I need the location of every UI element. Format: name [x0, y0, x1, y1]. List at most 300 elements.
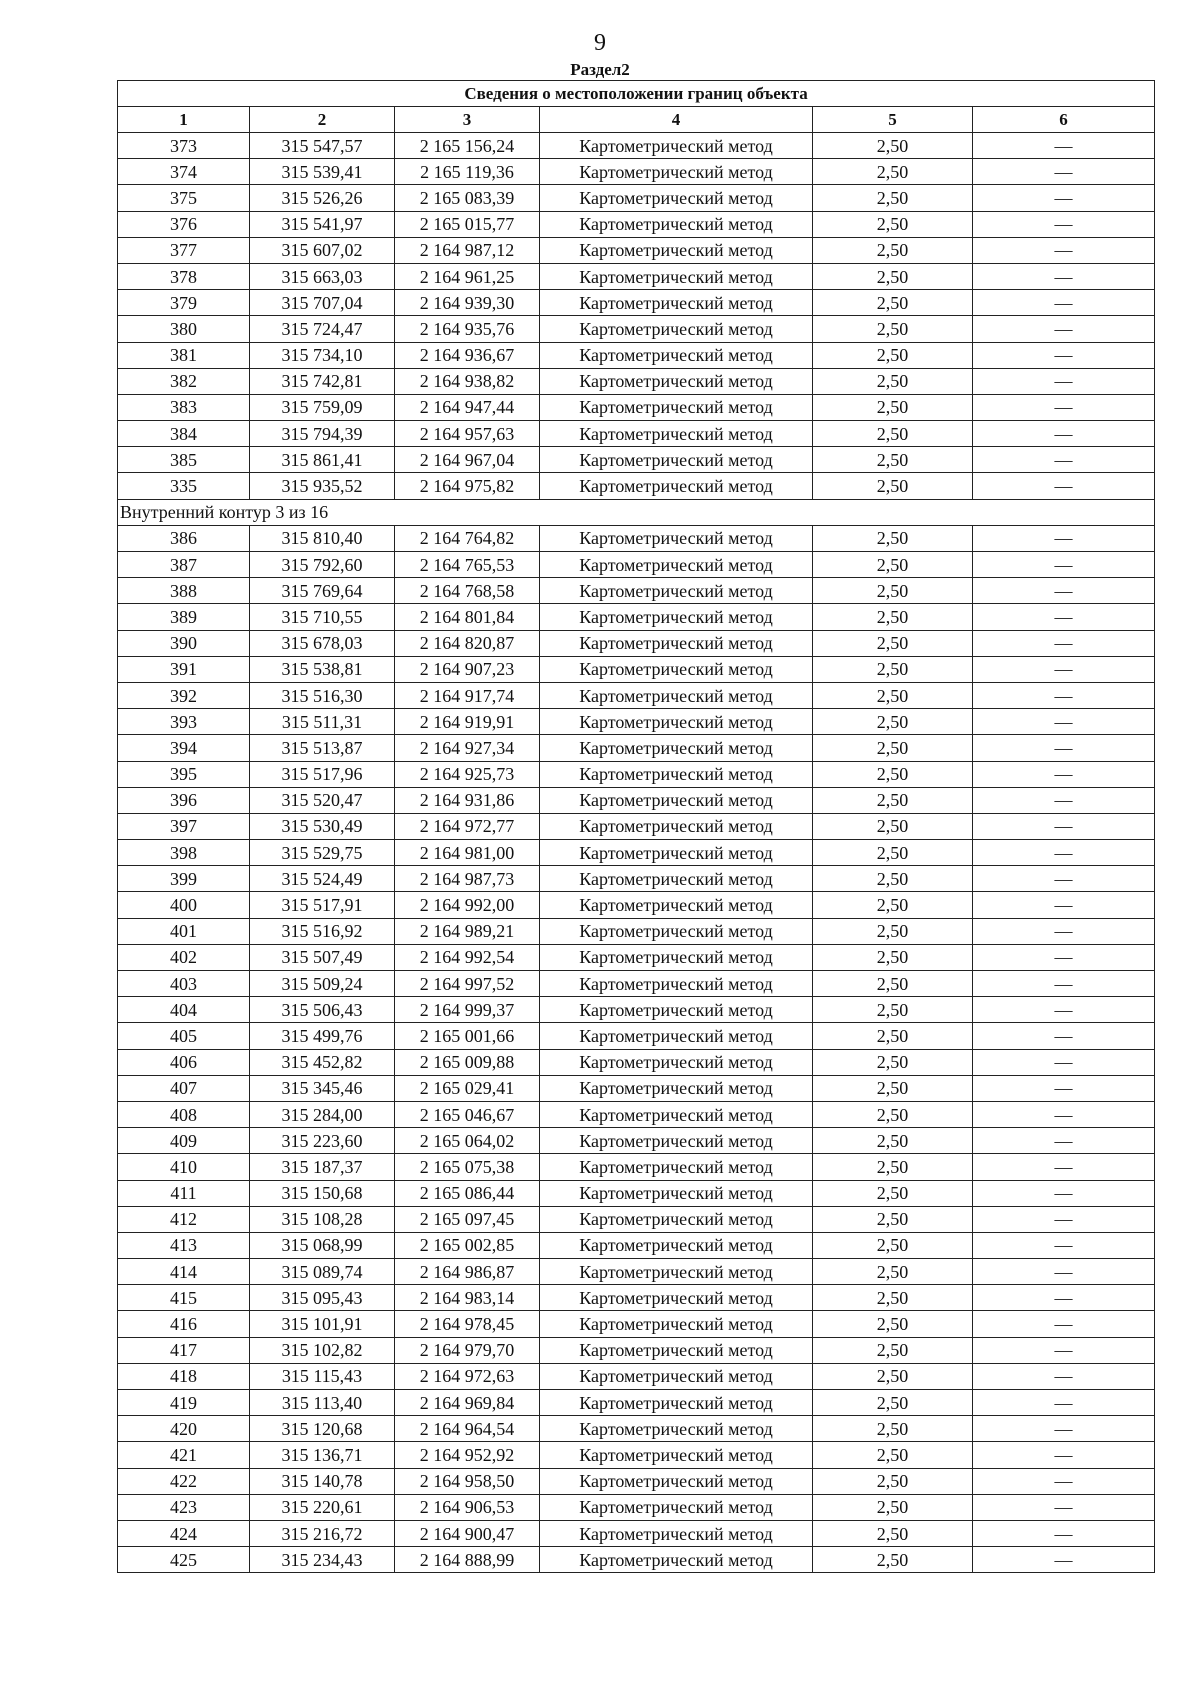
- table-row: [118, 1390, 1155, 1416]
- accuracy-cell: 2,50: [813, 342, 973, 368]
- point-number-cell: 393: [118, 709, 250, 735]
- x-coordinate-cell: 315 284,00: [250, 1101, 395, 1127]
- x-coordinate-cell: 315 861,41: [250, 447, 395, 473]
- y-coordinate-cell: 2 164 987,12: [395, 237, 540, 263]
- method-cell: Картометрический метод: [540, 944, 813, 970]
- table-row: [118, 1468, 1155, 1494]
- accuracy-cell: 2,50: [813, 316, 973, 342]
- x-coordinate-cell: 315 095,43: [250, 1285, 395, 1311]
- x-coordinate-cell: 315 524,49: [250, 866, 395, 892]
- y-coordinate-cell: 2 164 997,52: [395, 971, 540, 997]
- table-row: [118, 447, 1155, 473]
- accuracy-cell: 2,50: [813, 237, 973, 263]
- description-cell: —: [973, 368, 1155, 394]
- accuracy-cell: 2,50: [813, 1154, 973, 1180]
- method-cell: Картометрический метод: [540, 918, 813, 944]
- point-number-cell: 392: [118, 682, 250, 708]
- method-cell: Картометрический метод: [540, 787, 813, 813]
- table-row: [118, 552, 1155, 578]
- point-number-cell: 401: [118, 918, 250, 944]
- y-coordinate-cell: 2 164 900,47: [395, 1520, 540, 1546]
- description-cell: —: [973, 1075, 1155, 1101]
- accuracy-cell: 2,50: [813, 1547, 973, 1573]
- x-coordinate-cell: 315 516,30: [250, 682, 395, 708]
- method-cell: Картометрический метод: [540, 1206, 813, 1232]
- description-cell: —: [973, 1390, 1155, 1416]
- y-coordinate-cell: 2 164 961,25: [395, 263, 540, 289]
- x-coordinate-cell: 315 516,92: [250, 918, 395, 944]
- method-cell: Картометрический метод: [540, 1180, 813, 1206]
- method-cell: Картометрический метод: [540, 892, 813, 918]
- x-coordinate-cell: 315 734,10: [250, 342, 395, 368]
- accuracy-cell: 2,50: [813, 1416, 973, 1442]
- table-row: [118, 630, 1155, 656]
- table-row: [118, 1101, 1155, 1127]
- table-row: [118, 421, 1155, 447]
- x-coordinate-cell: 315 742,81: [250, 368, 395, 394]
- description-cell: —: [973, 1023, 1155, 1049]
- accuracy-cell: 2,50: [813, 211, 973, 237]
- description-cell: —: [973, 525, 1155, 551]
- y-coordinate-cell: 2 165 083,39: [395, 185, 540, 211]
- description-cell: —: [973, 578, 1155, 604]
- method-cell: Картометрический метод: [540, 1285, 813, 1311]
- y-coordinate-cell: 2 164 972,77: [395, 813, 540, 839]
- description-cell: —: [973, 133, 1155, 159]
- description-cell: —: [973, 394, 1155, 420]
- x-coordinate-cell: 315 506,43: [250, 997, 395, 1023]
- method-cell: Картометрический метод: [540, 1075, 813, 1101]
- y-coordinate-cell: 2 164 935,76: [395, 316, 540, 342]
- x-coordinate-cell: 315 759,09: [250, 394, 395, 420]
- point-number-cell: 406: [118, 1049, 250, 1075]
- x-coordinate-cell: 315 089,74: [250, 1259, 395, 1285]
- accuracy-cell: 2,50: [813, 1101, 973, 1127]
- description-cell: —: [973, 892, 1155, 918]
- table-row: [118, 656, 1155, 682]
- table-row: [118, 1416, 1155, 1442]
- point-number-cell: 403: [118, 971, 250, 997]
- method-cell: Картометрический метод: [540, 1468, 813, 1494]
- point-number-cell: 399: [118, 866, 250, 892]
- accuracy-cell: 2,50: [813, 1468, 973, 1494]
- description-cell: —: [973, 682, 1155, 708]
- point-number-cell: 386: [118, 525, 250, 551]
- description-cell: —: [973, 604, 1155, 630]
- point-number-cell: 405: [118, 1023, 250, 1049]
- y-coordinate-cell: 2 164 992,54: [395, 944, 540, 970]
- y-coordinate-cell: 2 164 906,53: [395, 1494, 540, 1520]
- column-number-row: [118, 107, 1155, 133]
- accuracy-cell: 2,50: [813, 290, 973, 316]
- y-coordinate-cell: 2 164 888,99: [395, 1547, 540, 1573]
- y-coordinate-cell: 2 164 999,37: [395, 997, 540, 1023]
- method-cell: Картометрический метод: [540, 630, 813, 656]
- description-cell: —: [973, 1154, 1155, 1180]
- table-row: [118, 1154, 1155, 1180]
- method-cell: Картометрический метод: [540, 133, 813, 159]
- x-coordinate-cell: 315 547,57: [250, 133, 395, 159]
- point-number-cell: 398: [118, 840, 250, 866]
- x-coordinate-cell: 315 539,41: [250, 159, 395, 185]
- x-coordinate-cell: 315 541,97: [250, 211, 395, 237]
- method-cell: Картометрический метод: [540, 342, 813, 368]
- y-coordinate-cell: 2 165 029,41: [395, 1075, 540, 1101]
- description-cell: —: [973, 237, 1155, 263]
- boundary-coordinates-table: [117, 80, 1155, 1573]
- column-header: 4: [540, 107, 813, 133]
- accuracy-cell: 2,50: [813, 473, 973, 499]
- method-cell: Картометрический метод: [540, 473, 813, 499]
- description-cell: —: [973, 787, 1155, 813]
- point-number-cell: 390: [118, 630, 250, 656]
- accuracy-cell: 2,50: [813, 630, 973, 656]
- method-cell: Картометрический метод: [540, 1128, 813, 1154]
- table-row: [118, 918, 1155, 944]
- description-cell: —: [973, 316, 1155, 342]
- table-caption-row: [118, 81, 1155, 107]
- table-row: [118, 840, 1155, 866]
- point-number-cell: 387: [118, 552, 250, 578]
- x-coordinate-cell: 315 234,43: [250, 1547, 395, 1573]
- point-number-cell: 383: [118, 394, 250, 420]
- table-row: [118, 473, 1155, 499]
- x-coordinate-cell: 315 101,91: [250, 1311, 395, 1337]
- method-cell: Картометрический метод: [540, 552, 813, 578]
- method-cell: Картометрический метод: [540, 421, 813, 447]
- y-coordinate-cell: 2 164 975,82: [395, 473, 540, 499]
- description-cell: —: [973, 1468, 1155, 1494]
- method-cell: Картометрический метод: [540, 185, 813, 211]
- y-coordinate-cell: 2 164 927,34: [395, 735, 540, 761]
- y-coordinate-cell: 2 164 964,54: [395, 1416, 540, 1442]
- point-number-cell: 414: [118, 1259, 250, 1285]
- description-cell: —: [973, 1285, 1155, 1311]
- method-cell: Картометрический метод: [540, 840, 813, 866]
- method-cell: Картометрический метод: [540, 394, 813, 420]
- section-title: Раздел2: [570, 60, 630, 79]
- point-number-cell: 415: [118, 1285, 250, 1311]
- point-number-cell: 412: [118, 1206, 250, 1232]
- description-cell: —: [973, 1232, 1155, 1258]
- accuracy-cell: 2,50: [813, 944, 973, 970]
- x-coordinate-cell: 315 068,99: [250, 1232, 395, 1258]
- point-number-cell: 408: [118, 1101, 250, 1127]
- accuracy-cell: 2,50: [813, 997, 973, 1023]
- x-coordinate-cell: 315 607,02: [250, 237, 395, 263]
- method-cell: Картометрический метод: [540, 1442, 813, 1468]
- table-row: [118, 394, 1155, 420]
- table-row: [118, 944, 1155, 970]
- x-coordinate-cell: 315 507,49: [250, 944, 395, 970]
- x-coordinate-cell: 315 526,26: [250, 185, 395, 211]
- accuracy-cell: 2,50: [813, 1128, 973, 1154]
- point-number-cell: 379: [118, 290, 250, 316]
- point-number-cell: 384: [118, 421, 250, 447]
- accuracy-cell: 2,50: [813, 1285, 973, 1311]
- y-coordinate-cell: 2 164 981,00: [395, 840, 540, 866]
- table-row: [118, 368, 1155, 394]
- method-cell: Картометрический метод: [540, 1363, 813, 1389]
- x-coordinate-cell: 315 678,03: [250, 630, 395, 656]
- point-number-cell: 375: [118, 185, 250, 211]
- method-cell: Картометрический метод: [540, 1311, 813, 1337]
- method-cell: Картометрический метод: [540, 1390, 813, 1416]
- point-number-cell: 400: [118, 892, 250, 918]
- x-coordinate-cell: 315 517,96: [250, 761, 395, 787]
- point-number-cell: 396: [118, 787, 250, 813]
- x-coordinate-cell: 315 223,60: [250, 1128, 395, 1154]
- x-coordinate-cell: 315 769,64: [250, 578, 395, 604]
- x-coordinate-cell: 315 663,03: [250, 263, 395, 289]
- x-coordinate-cell: 315 935,52: [250, 473, 395, 499]
- table-row: [118, 578, 1155, 604]
- method-cell: Картометрический метод: [540, 1416, 813, 1442]
- table-row: [118, 971, 1155, 997]
- point-number-cell: 425: [118, 1547, 250, 1573]
- y-coordinate-cell: 2 164 765,53: [395, 552, 540, 578]
- x-coordinate-cell: 315 517,91: [250, 892, 395, 918]
- y-coordinate-cell: 2 165 009,88: [395, 1049, 540, 1075]
- accuracy-cell: 2,50: [813, 682, 973, 708]
- table-row: [118, 1547, 1155, 1573]
- accuracy-cell: 2,50: [813, 1494, 973, 1520]
- method-cell: Картометрический метод: [540, 656, 813, 682]
- x-coordinate-cell: 315 724,47: [250, 316, 395, 342]
- y-coordinate-cell: 2 164 919,91: [395, 709, 540, 735]
- point-number-cell: 413: [118, 1232, 250, 1258]
- description-cell: —: [973, 342, 1155, 368]
- y-coordinate-cell: 2 164 931,86: [395, 787, 540, 813]
- x-coordinate-cell: 315 794,39: [250, 421, 395, 447]
- description-cell: —: [973, 840, 1155, 866]
- column-header: 2: [250, 107, 395, 133]
- accuracy-cell: 2,50: [813, 1023, 973, 1049]
- x-coordinate-cell: 315 140,78: [250, 1468, 395, 1494]
- x-coordinate-cell: 315 120,68: [250, 1416, 395, 1442]
- point-number-cell: 397: [118, 813, 250, 839]
- accuracy-cell: 2,50: [813, 421, 973, 447]
- y-coordinate-cell: 2 165 075,38: [395, 1154, 540, 1180]
- point-number-cell: 391: [118, 656, 250, 682]
- accuracy-cell: 2,50: [813, 1232, 973, 1258]
- x-coordinate-cell: 315 452,82: [250, 1049, 395, 1075]
- point-number-cell: 423: [118, 1494, 250, 1520]
- accuracy-cell: 2,50: [813, 1390, 973, 1416]
- table-row: [118, 237, 1155, 263]
- x-coordinate-cell: 315 216,72: [250, 1520, 395, 1546]
- point-number-cell: 389: [118, 604, 250, 630]
- accuracy-cell: 2,50: [813, 656, 973, 682]
- point-number-cell: 419: [118, 1390, 250, 1416]
- y-coordinate-cell: 2 164 969,84: [395, 1390, 540, 1416]
- table-row: [118, 1180, 1155, 1206]
- x-coordinate-cell: 315 511,31: [250, 709, 395, 735]
- column-header: 3: [395, 107, 540, 133]
- y-coordinate-cell: 2 164 925,73: [395, 761, 540, 787]
- table-row: [118, 1023, 1155, 1049]
- contour-label: Внутренний контур 3 из 16: [118, 499, 1155, 525]
- description-cell: —: [973, 552, 1155, 578]
- description-cell: —: [973, 944, 1155, 970]
- point-number-cell: 374: [118, 159, 250, 185]
- method-cell: Картометрический метод: [540, 735, 813, 761]
- method-cell: Картометрический метод: [540, 263, 813, 289]
- accuracy-cell: 2,50: [813, 1049, 973, 1075]
- method-cell: Картометрический метод: [540, 709, 813, 735]
- table-row: [118, 1363, 1155, 1389]
- description-cell: —: [973, 918, 1155, 944]
- x-coordinate-cell: 315 187,37: [250, 1154, 395, 1180]
- accuracy-cell: 2,50: [813, 368, 973, 394]
- description-cell: —: [973, 1101, 1155, 1127]
- table-row: [118, 1442, 1155, 1468]
- point-number-cell: 377: [118, 237, 250, 263]
- point-number-cell: 376: [118, 211, 250, 237]
- description-cell: —: [973, 1442, 1155, 1468]
- accuracy-cell: 2,50: [813, 1520, 973, 1546]
- y-coordinate-cell: 2 164 979,70: [395, 1337, 540, 1363]
- x-coordinate-cell: 315 520,47: [250, 787, 395, 813]
- accuracy-cell: 2,50: [813, 1363, 973, 1389]
- table-row: [118, 263, 1155, 289]
- y-coordinate-cell: 2 164 986,87: [395, 1259, 540, 1285]
- y-coordinate-cell: 2 164 801,84: [395, 604, 540, 630]
- x-coordinate-cell: 315 115,43: [250, 1363, 395, 1389]
- table-row: [118, 525, 1155, 551]
- y-coordinate-cell: 2 165 119,36: [395, 159, 540, 185]
- y-coordinate-cell: 2 164 989,21: [395, 918, 540, 944]
- table-row: [118, 1128, 1155, 1154]
- table-row: [118, 1259, 1155, 1285]
- point-number-cell: 409: [118, 1128, 250, 1154]
- accuracy-cell: 2,50: [813, 918, 973, 944]
- table-row: [118, 1049, 1155, 1075]
- accuracy-cell: 2,50: [813, 892, 973, 918]
- method-cell: Картометрический метод: [540, 971, 813, 997]
- accuracy-cell: 2,50: [813, 761, 973, 787]
- x-coordinate-cell: 315 108,28: [250, 1206, 395, 1232]
- y-coordinate-cell: 2 164 936,67: [395, 342, 540, 368]
- point-number-cell: 417: [118, 1337, 250, 1363]
- description-cell: —: [973, 447, 1155, 473]
- description-cell: —: [973, 1520, 1155, 1546]
- y-coordinate-cell: 2 165 097,45: [395, 1206, 540, 1232]
- table-row: [118, 1285, 1155, 1311]
- table-row: [118, 316, 1155, 342]
- table-row: [118, 1520, 1155, 1546]
- point-number-cell: 395: [118, 761, 250, 787]
- description-cell: —: [973, 1547, 1155, 1573]
- description-cell: —: [973, 997, 1155, 1023]
- table-row: [118, 1494, 1155, 1520]
- table-row: [118, 1311, 1155, 1337]
- method-cell: Картометрический метод: [540, 866, 813, 892]
- point-number-cell: 404: [118, 997, 250, 1023]
- table-row: [118, 787, 1155, 813]
- method-cell: Картометрический метод: [540, 1494, 813, 1520]
- accuracy-cell: 2,50: [813, 1337, 973, 1363]
- y-coordinate-cell: 2 165 064,02: [395, 1128, 540, 1154]
- point-number-cell: 381: [118, 342, 250, 368]
- description-cell: —: [973, 421, 1155, 447]
- method-cell: Картометрический метод: [540, 290, 813, 316]
- point-number-cell: 407: [118, 1075, 250, 1101]
- x-coordinate-cell: 315 136,71: [250, 1442, 395, 1468]
- method-cell: Картометрический метод: [540, 1232, 813, 1258]
- table-row: [118, 211, 1155, 237]
- x-coordinate-cell: 315 792,60: [250, 552, 395, 578]
- point-number-cell: 378: [118, 263, 250, 289]
- accuracy-cell: 2,50: [813, 394, 973, 420]
- description-cell: —: [973, 761, 1155, 787]
- accuracy-cell: 2,50: [813, 1075, 973, 1101]
- point-number-cell: 402: [118, 944, 250, 970]
- table-row: [118, 866, 1155, 892]
- method-cell: Картометрический метод: [540, 1049, 813, 1075]
- contour-row: [118, 499, 1155, 525]
- accuracy-cell: 2,50: [813, 185, 973, 211]
- method-cell: Картометрический метод: [540, 682, 813, 708]
- y-coordinate-cell: 2 164 972,63: [395, 1363, 540, 1389]
- table-row: [118, 709, 1155, 735]
- description-cell: —: [973, 1311, 1155, 1337]
- accuracy-cell: 2,50: [813, 735, 973, 761]
- description-cell: —: [973, 709, 1155, 735]
- table-row: [118, 735, 1155, 761]
- point-number-cell: 416: [118, 1311, 250, 1337]
- y-coordinate-cell: 2 164 939,30: [395, 290, 540, 316]
- x-coordinate-cell: 315 220,61: [250, 1494, 395, 1520]
- method-cell: Картометрический метод: [540, 1337, 813, 1363]
- table-row: [118, 159, 1155, 185]
- method-cell: Картометрический метод: [540, 1023, 813, 1049]
- y-coordinate-cell: 2 164 957,63: [395, 421, 540, 447]
- point-number-cell: 373: [118, 133, 250, 159]
- table-row: [118, 1206, 1155, 1232]
- method-cell: Картометрический метод: [540, 761, 813, 787]
- accuracy-cell: 2,50: [813, 578, 973, 604]
- method-cell: Картометрический метод: [540, 1547, 813, 1573]
- y-coordinate-cell: 2 165 086,44: [395, 1180, 540, 1206]
- y-coordinate-cell: 2 164 938,82: [395, 368, 540, 394]
- x-coordinate-cell: 315 150,68: [250, 1180, 395, 1206]
- description-cell: —: [973, 813, 1155, 839]
- accuracy-cell: 2,50: [813, 263, 973, 289]
- y-coordinate-cell: 2 164 820,87: [395, 630, 540, 656]
- table-row: [118, 290, 1155, 316]
- accuracy-cell: 2,50: [813, 133, 973, 159]
- description-cell: —: [973, 1128, 1155, 1154]
- description-cell: —: [973, 290, 1155, 316]
- point-number-cell: 410: [118, 1154, 250, 1180]
- x-coordinate-cell: 315 810,40: [250, 525, 395, 551]
- table-caption: Сведения о местоположении границ объекта: [118, 81, 1155, 107]
- table-row: [118, 761, 1155, 787]
- description-cell: —: [973, 656, 1155, 682]
- accuracy-cell: 2,50: [813, 1259, 973, 1285]
- y-coordinate-cell: 2 164 768,58: [395, 578, 540, 604]
- accuracy-cell: 2,50: [813, 1180, 973, 1206]
- description-cell: —: [973, 1337, 1155, 1363]
- y-coordinate-cell: 2 164 952,92: [395, 1442, 540, 1468]
- method-cell: Картометрический метод: [540, 159, 813, 185]
- description-cell: —: [973, 159, 1155, 185]
- description-cell: —: [973, 1494, 1155, 1520]
- method-cell: Картометрический метод: [540, 447, 813, 473]
- point-number-cell: 385: [118, 447, 250, 473]
- accuracy-cell: 2,50: [813, 971, 973, 997]
